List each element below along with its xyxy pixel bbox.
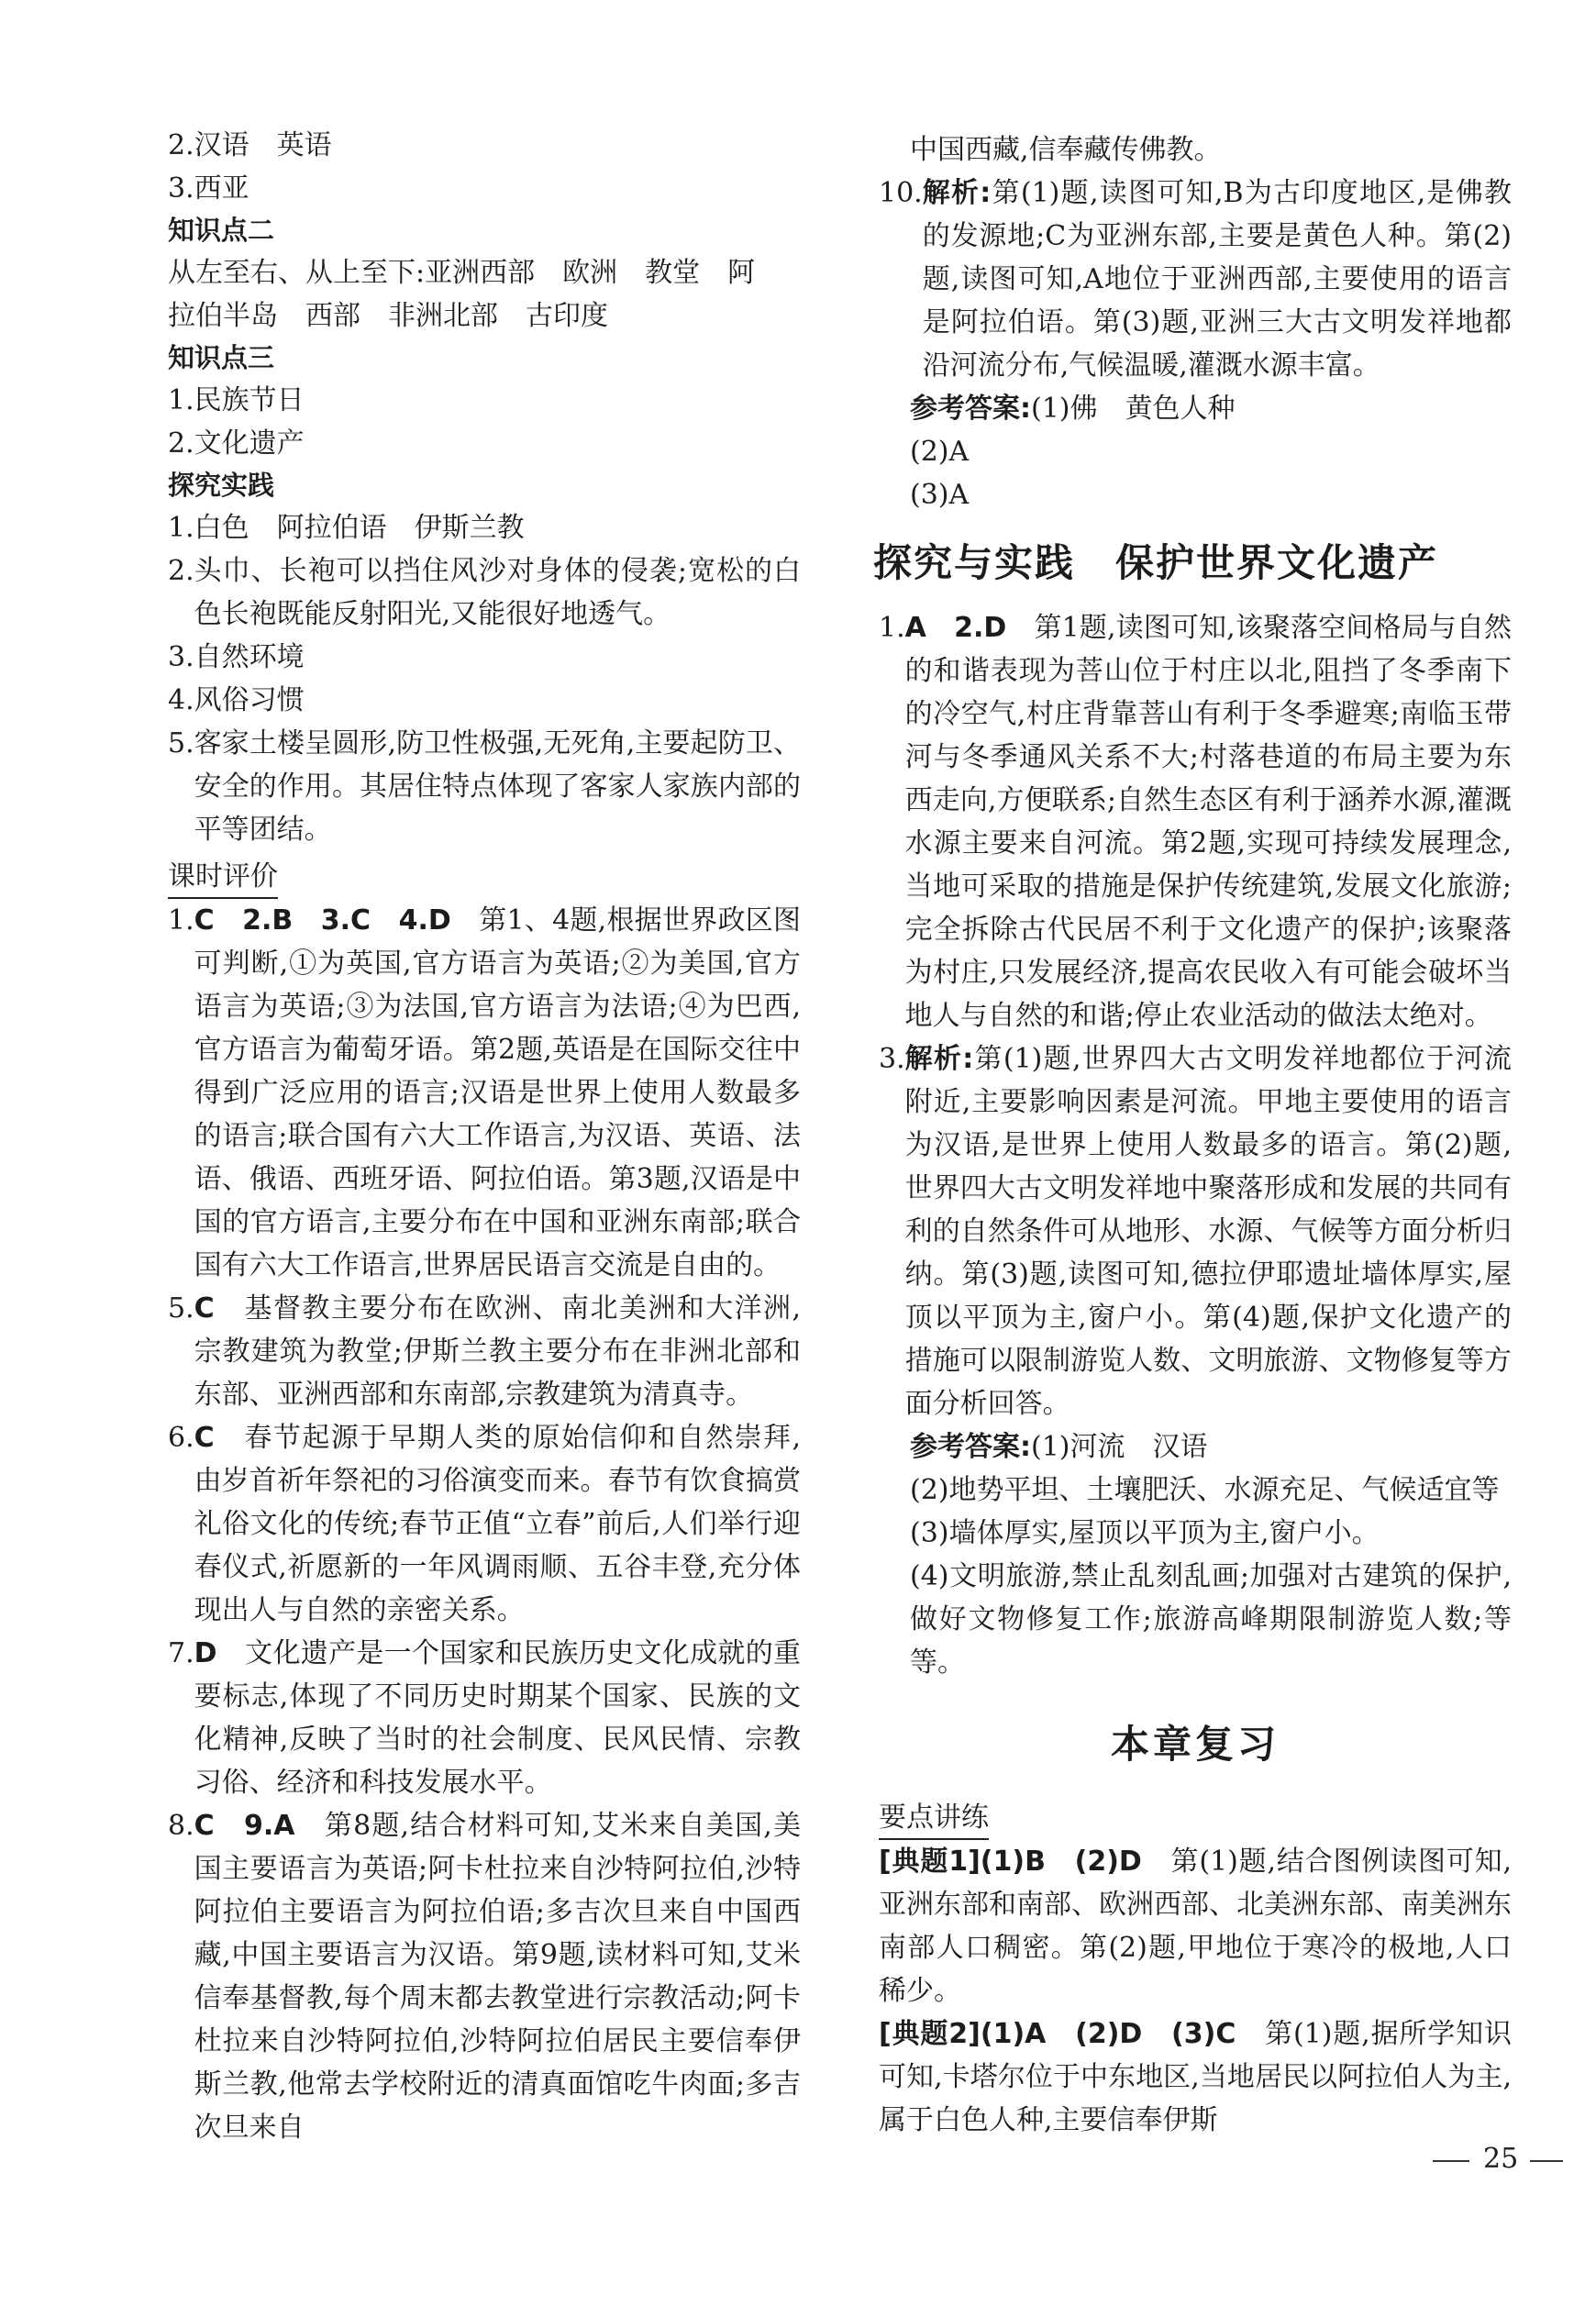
- answer-item: 1. A 2.D 第1题,读图可知,该聚落空间格局与自然的和谐表现为菩山位于村庄以北,阻挡了冬季南下的冷空气,村庄背靠菩山有利于冬季避寒;南临玉带河与冬季通风关系不大;村落巷道的布局主要为东西走向,方便联系;自然生态区有利于涵养水源,灌溉水源主要来自河流。第2题,实现可持续发展理念,当地可采取的措施是保护传统建筑,发展文化旅游;完全拆除古代民居不利于文化遗产的保护;该聚落为村庄,只发展经济,提高农民收入有可能会破坏当地人与自然的和谐;停止农业活动的做法太绝对。: [879, 612, 1512, 1032]
- list-item: 1. 白色 阿拉伯语 伊斯兰教: [168, 512, 525, 544]
- page-number-dash-right: [1530, 2160, 1563, 2162]
- list-item: 3. 自然环境: [168, 641, 305, 673]
- answer-line: 拉伯半岛 西部 非洲北部 古印度: [168, 300, 608, 332]
- answer-line: 2.汉语 英语: [168, 129, 332, 161]
- answer-line: 2.文化遗产: [168, 427, 305, 460]
- answer-line: 3.西亚: [168, 172, 249, 205]
- answer-item: 3. 解析:第(1)题,世界四大古文明发祥地都位于河流附近,主要影响因素是河流。甲地主要使用的语言为汉语,是世界上使用人数最多的语言。第(2)题,世界四大古文明发祥地中聚落形成和发展的共同有利的自然条件可从地形、水源、气候等方面分析归纳。第(3)题,读图可知,德拉伊耶遗址墙体厚实,屋顶以平顶为主,窗户小。第(4)题,保护文化遗产的措施可以限制游览人数、文明旅游、文物修复等方面分析回答。: [879, 1043, 1513, 1420]
- subsection-title: 要点讲练: [879, 1798, 989, 1840]
- section-heading: 探究实践: [168, 470, 275, 501]
- answer-item: 8. C 9.A 第8题,结合材料可知,艾米来自美国,美国主要语言为英语;阿卡杜拉来自沙特阿拉伯,沙特阿拉伯主要语言为阿拉伯语;多吉次旦来自中国西藏,中国主要语言为汉语。第9题,读材料可知,艾米信奉基督教,每个周末都去教堂进行宗教活动;阿卡杜拉来自沙特阿拉伯,沙特阿拉伯居民主要信奉伊斯兰教,他常去学校附近的清真面馆吃牛肉面;多吉次旦来自: [168, 1810, 801, 2144]
- answer-item: [典题2](1)A (2)D (3)C 第(1)题,据所学知识可知,卡塔尔位于中东地区,当地居民以阿拉伯人为主,属于白色人种,主要信奉伊斯: [879, 2018, 1513, 2136]
- list-item: 4. 风俗习惯: [168, 684, 305, 716]
- answer-line: (2)A: [910, 436, 970, 468]
- subsection-title: 课时评价: [168, 857, 278, 899]
- section-heading: 知识点三: [168, 342, 275, 373]
- answer-item: 5. C 基督教主要分布在欧洲、南北美洲和大洋洲,宗教建筑为教堂;伊斯兰教主要分布在非洲北部和东部、亚洲西部和东南部,宗教建筑为清真寺。: [168, 1292, 801, 1411]
- answer-line: 1.民族节日: [168, 384, 305, 416]
- answer-line: 中国西藏,信奉藏传佛教。: [910, 134, 1222, 166]
- answer-line: (4)文明旅游,禁止乱刻乱画;加强对古建筑的保护,做好文物修复工作;旅游高峰期限制游览人数;等等。: [910, 1560, 1512, 1679]
- answer-line: 参考答案:(1)佛 黄色人种: [910, 393, 1236, 425]
- answer-line: 从左至右、从上至下:亚洲西部 欧洲 教堂 阿: [168, 257, 756, 289]
- answer-line: (3)墙体厚实,屋顶以平顶为主,窗户小。: [910, 1517, 1380, 1549]
- right-column: [873, 128, 1513, 2142]
- answer-item: 10. 解析:第(1)题,读图可知,B为古印度地区,是佛教的发源地;C为亚洲东部,主要是黄色人种。第(2)题,读图可知,A地位于亚洲西部,主要使用的语言是阿拉伯语。第(3)题,亚洲三大古文明发祥地都沿河流分布,气候温暖,灌溉水源丰富。: [879, 177, 1513, 382]
- chapter-title: 本章复习: [1110, 1722, 1280, 1767]
- section-title: 探究与实践 保护世界文化遗产: [873, 540, 1439, 585]
- answer-line: (3)A: [910, 479, 970, 511]
- page-number-dash-left: [1433, 2160, 1469, 2162]
- answer-line: 参考答案:(1)河流 汉语: [910, 1431, 1208, 1463]
- answer-item: [典题1](1)B (2)D 第(1)题,结合图例读图可知,亚洲东部和南部、欧洲西部、北美洲东部、南美洲东南部人口稠密。第(2)题,甲地位于寒冷的极地,人口稀少。: [879, 1846, 1513, 2007]
- page-number: 25: [1483, 2143, 1519, 2175]
- left-column: [168, 124, 801, 2149]
- answer-item: 1. C 2.B 3.C 4.D 第1、4题,根据世界政区图可判断,①为英国,官方语言为英语;②为美国,官方语言为英语;③为法国,官方语言为法语;④为巴西,官方语言为葡萄牙语。第2题,英语是在国际交往中得到广泛应用的语言;汉语是世界上使用人数最多的语言;联合国有六大工作语言,为汉语、英语、法语、俄语、西班牙语、阿拉伯语。第3题,汉语是中国的官方语言,主要分布在中国和亚洲东南部;联合国有六大工作语言,世界居民语言交流是自由的。: [168, 904, 801, 1281]
- list-item: 2. 头巾、长袍可以挡住风沙对身体的侵袭;宽松的白色长袍既能反射阳光,又能很好地透气。: [168, 555, 801, 630]
- answer-item: 7. D 文化遗产是一个国家和民族历史文化成就的重要标志,体现了不同历史时期某个国家、民族的文化精神,反映了当时的社会制度、民风民情、宗教习俗、经济和科技发展水平。: [168, 1637, 801, 1799]
- answer-line: (2)地势平坦、土壤肥沃、水源充足、气候适宜等: [910, 1474, 1500, 1506]
- section-heading: 知识点二: [168, 215, 275, 246]
- answer-item: 6. C 春节起源于早期人类的原始信仰和自然崇拜,由岁首祈年祭祀的习俗演变而来。春节有饮食搞赏礼俗文化的传统;春节正值“立春”前后,人们举行迎春仪式,祈愿新的一年风调雨顺、五谷丰登,充分体现出人与自然的亲密关系。: [168, 1422, 801, 1626]
- list-item: 5. 客家土楼呈圆形,防卫性极强,无死角,主要起防卫、安全的作用。其居住特点体现了客家人家族内部的平等团结。: [168, 727, 801, 846]
